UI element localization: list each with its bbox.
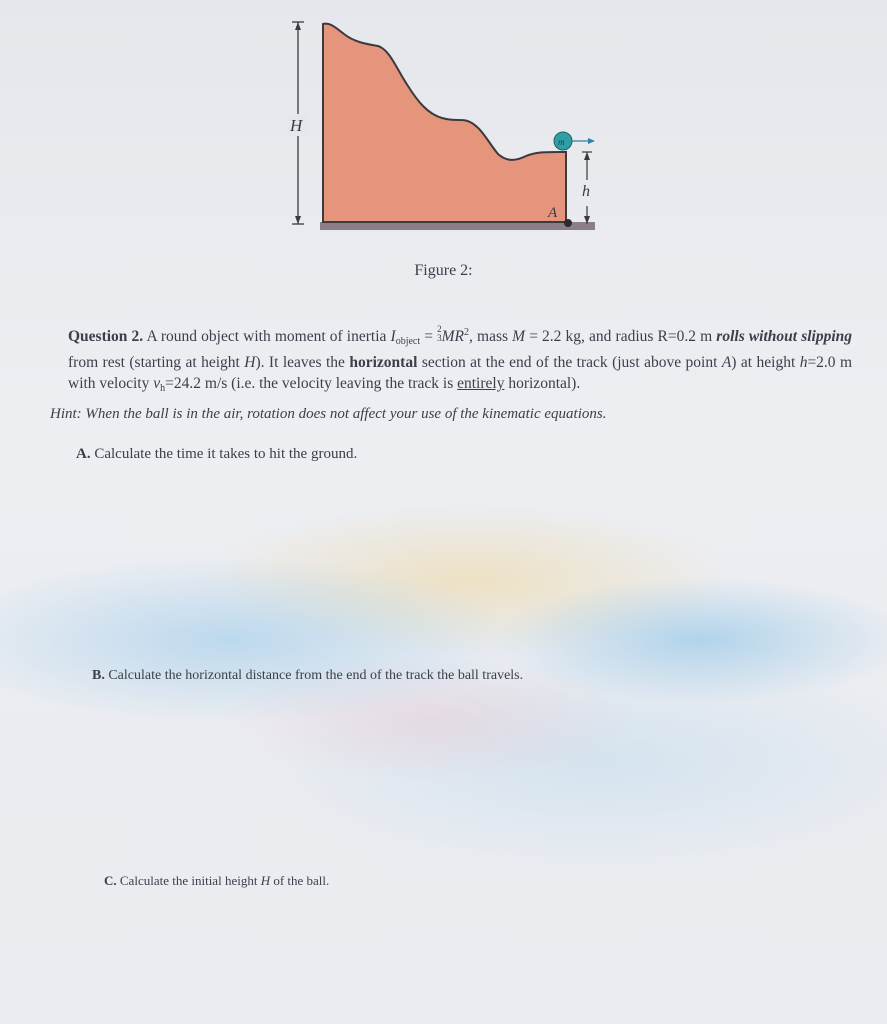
equals-sign: =	[424, 328, 433, 345]
question-text-3: from rest (starting at height	[68, 354, 240, 371]
part-a	[76, 446, 357, 463]
rolls-without-slipping: rolls without slipping	[716, 328, 853, 345]
question-text-2: , mass	[469, 328, 509, 345]
question-text-6: ) at height	[731, 354, 796, 371]
part-c	[104, 873, 329, 889]
mass-value: = 2.2 kg, and radius R=0.2 m	[529, 328, 713, 345]
inertia-symbol: I	[390, 328, 396, 345]
h-symbol: h	[799, 354, 808, 371]
point-A-label: A	[548, 205, 558, 221]
part-a-label: A.	[76, 446, 91, 462]
track-diagram-svg	[270, 10, 610, 245]
v-subscript: h	[160, 383, 166, 394]
inertia-subscript: object	[395, 336, 421, 347]
question-text-5: section at the end of the track (just above point	[421, 354, 718, 371]
velocity-arrowhead	[588, 138, 595, 144]
entirely-underlined: entirely	[457, 375, 505, 392]
H-label: H	[290, 116, 303, 135]
inertia-expression: MR	[441, 328, 465, 345]
part-c-text-1: Calculate the initial height	[119, 873, 258, 888]
part-c-symbol: H	[260, 873, 271, 888]
h-label: h	[582, 183, 590, 200]
part-c-label: C.	[104, 873, 117, 888]
point-symbol: A	[721, 354, 732, 371]
figure-2-diagram	[270, 10, 610, 245]
question-text-9: horizontal).	[508, 375, 581, 392]
part-c-text-2: of the ball.	[273, 873, 330, 888]
h-top-arrow	[584, 152, 590, 160]
horizontal-emphasis: horizontal	[349, 354, 418, 371]
mass-symbol: M	[512, 328, 526, 345]
v-symbol: v	[153, 375, 161, 392]
question-text-4: ). It leaves the	[255, 354, 345, 371]
question-title: Question 2.	[68, 328, 144, 345]
ground-strip	[320, 222, 595, 230]
part-b	[92, 668, 523, 684]
inertia-superscript: 2	[464, 327, 470, 338]
part-b-text: Calculate the horizontal distance from the end of the track the ball travels.	[108, 668, 524, 683]
hill-track	[323, 24, 566, 222]
H-top-arrow	[295, 22, 301, 30]
figure-caption: Figure 2:	[414, 262, 473, 279]
point-A-dot	[564, 219, 572, 227]
part-b-label: B.	[92, 668, 105, 683]
ball-label: m	[558, 137, 565, 147]
H-bottom-arrow	[295, 216, 301, 224]
question-text-7: =2.0 m with velocity	[68, 354, 853, 392]
hint-text: Hint: When the ball is in the air, rotation does not affect your use of the kinematic equations.	[50, 406, 607, 422]
question-text-1: A round object with moment of inertia	[146, 328, 387, 345]
question-text-8: =24.2 m/s (i.e. the velocity leaving the track is	[165, 375, 454, 392]
two-thirds-fraction: 2 3	[437, 324, 442, 343]
part-a-text: Calculate the time it takes to hit the ground.	[94, 446, 358, 462]
height-symbol: H	[244, 354, 256, 371]
question-2-text	[46, 322, 852, 399]
